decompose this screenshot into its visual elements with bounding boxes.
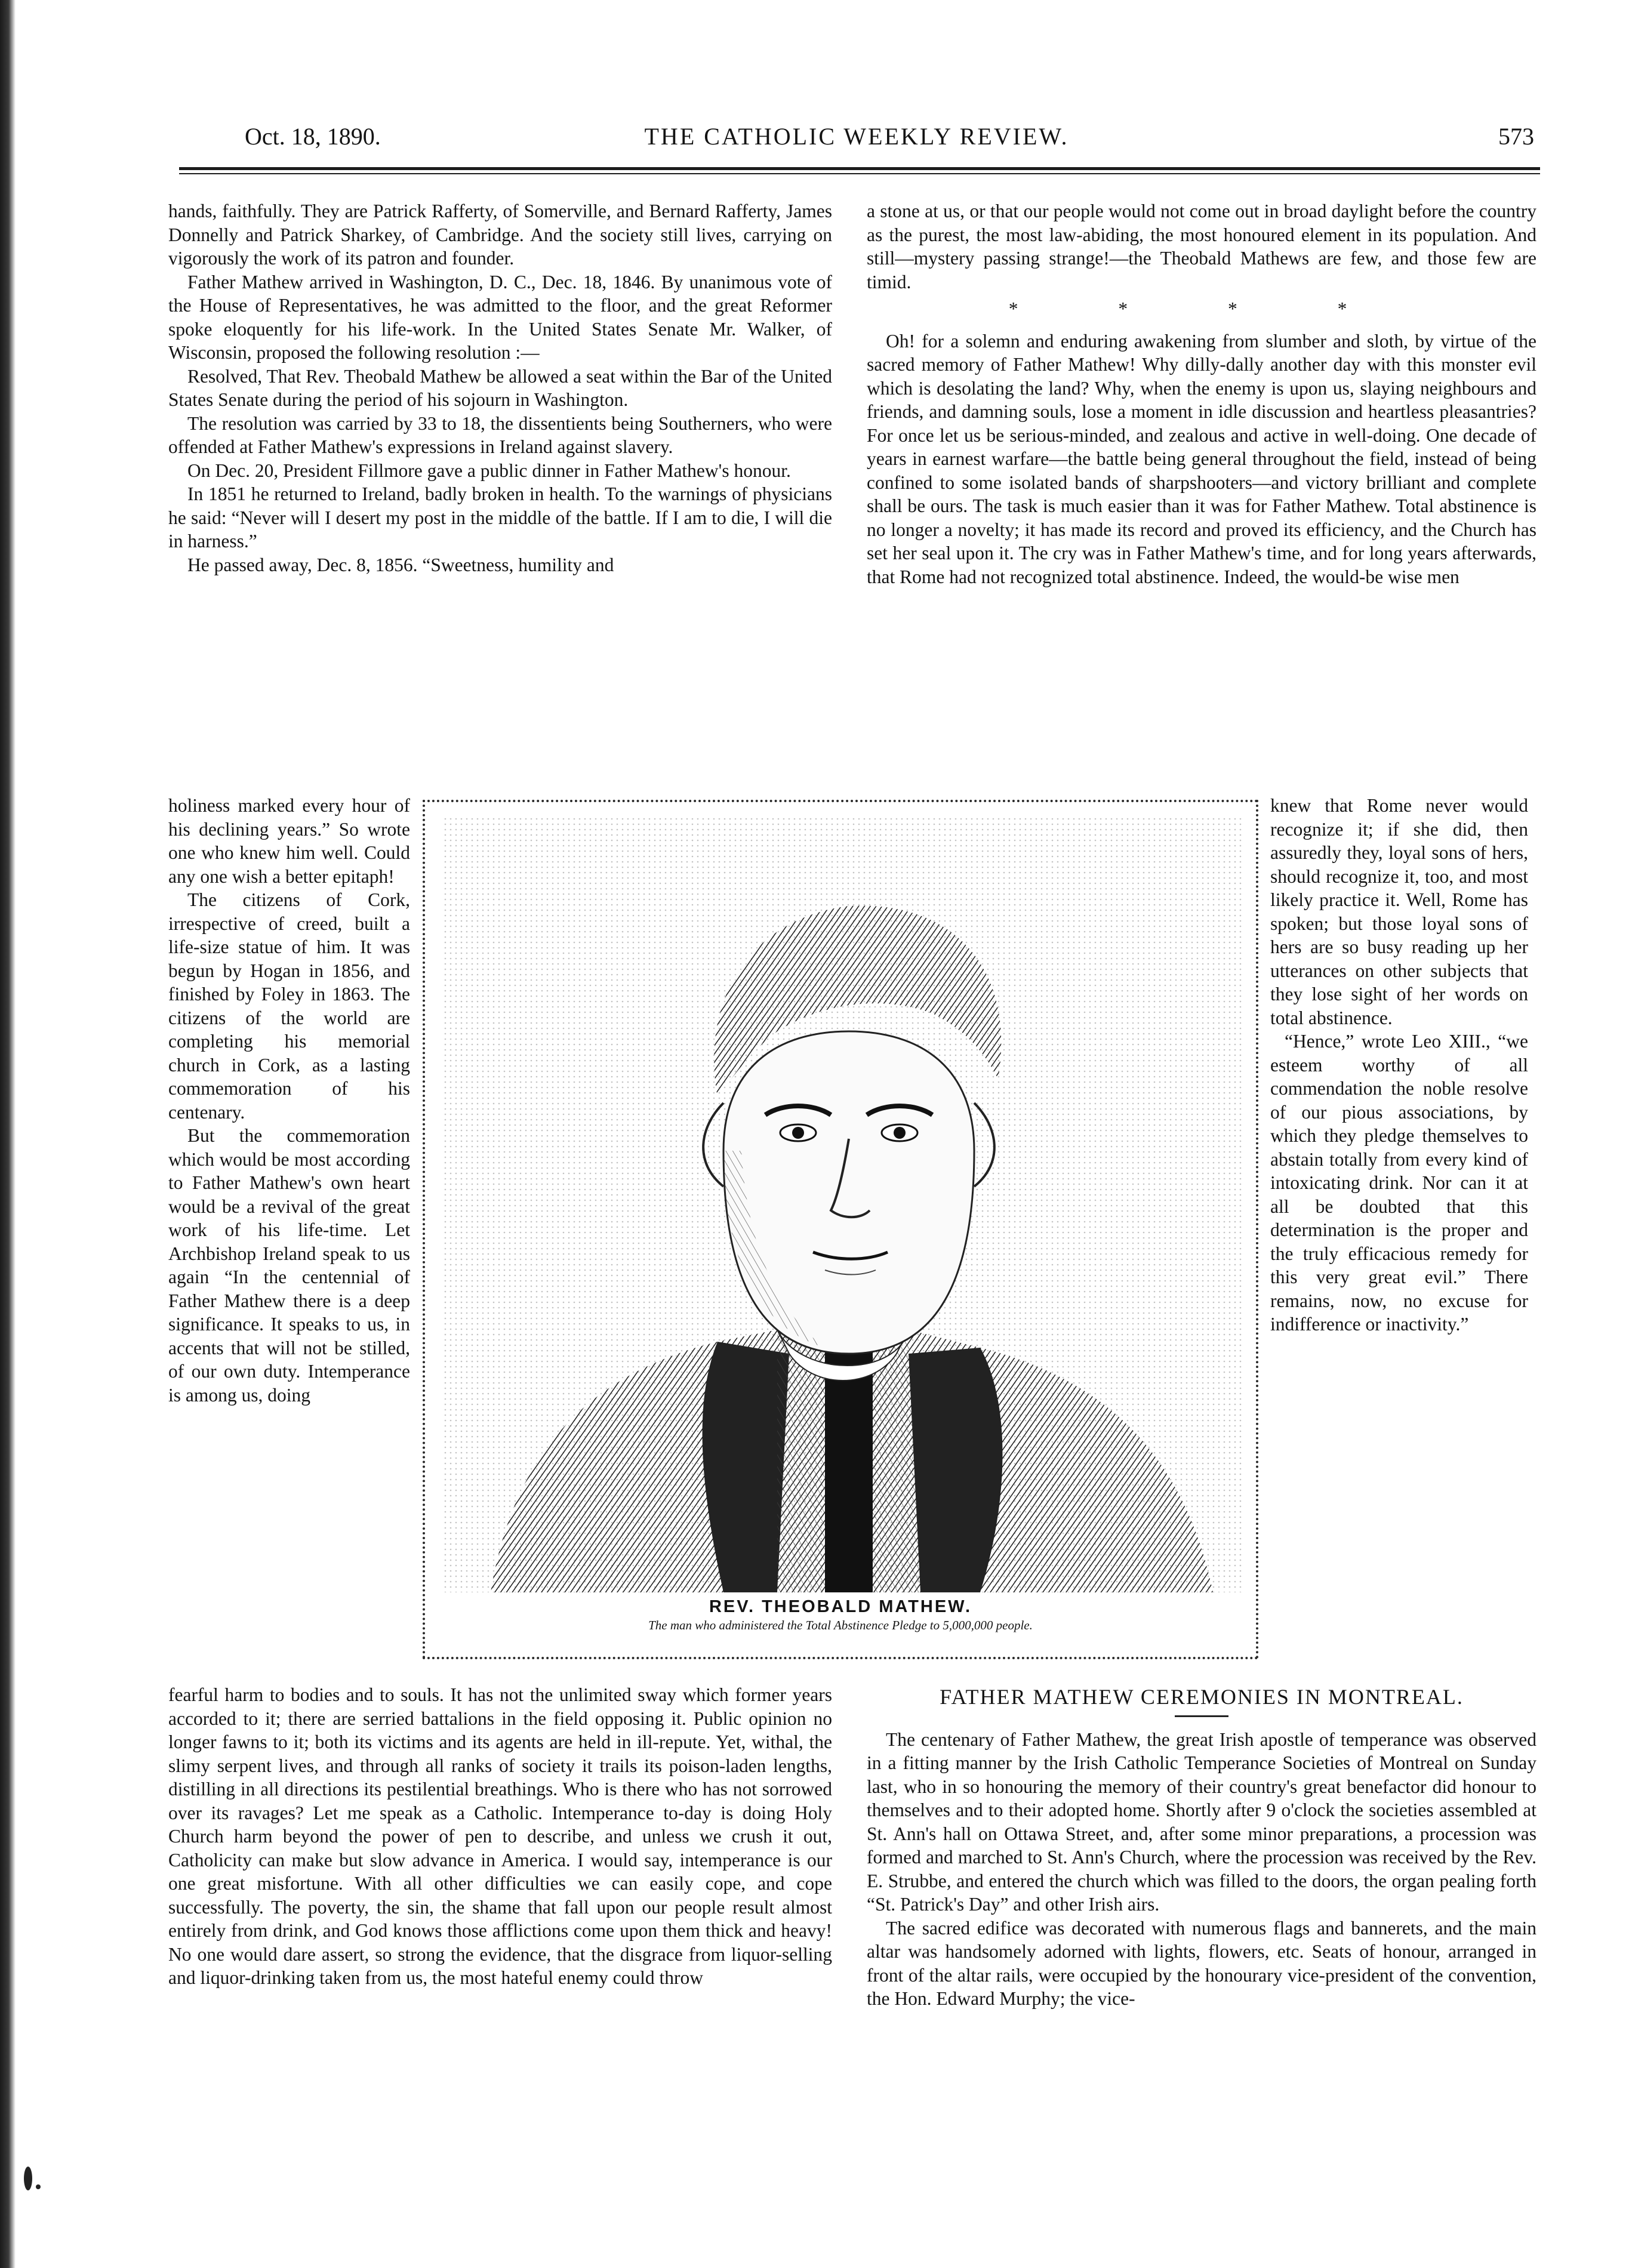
paragraph: fearful harm to bodies and to souls. It has not the unlimited sway which former years accorded to it; there are serried battalions in the field opposing it. Public opinion no longer fawns to it; both its victims and its agents are held in ill-repute. Yet, withal, the slimy serpent lives, and through all ranks of society it trails its poison-laden lengths, distilling in all directions its pestilential breathings. Who is there who has not sorrowed over its ravages? Let me speak as a Catholic. Intemperance to-day is doing Holy Church harm beyond the power of pen to describe, and unless we crush it out, Catholicity can make but slow advance in America. I would say, intemperance is our one great misfortune. With all other difficulties we can easily cope, and cope successfully. The poverty, the sin, the shame that fall upon our people result almost entirely from drink, and God knows those afflictions come upon them thick and heavy! No one would dare assert, so strong the evidence, that the disgrace from liquor-selling and liquor-drinking taken from us, the most hateful enemy could throw <box>168 1684 832 1988</box>
header-rule-thin <box>179 173 1540 174</box>
paragraph: The citizens of Cork, irrespective of creed, built a life-size statue of him. It was begun by Hogan in 1856, and finished by Foley in 1863. The citizens of the world are completing his memorial church in Cork, as a lasting commemoration of his centenary. <box>168 889 410 1123</box>
paragraph: He passed away, Dec. 8, 1856. “Sweetness, humility and <box>187 554 614 575</box>
paragraph: knew that Rome never would recognize it; if she did, then assuredly they, loyal sons of hers, should recognize it, too, and most likely practice it. Well, Rome has spoken; but those loyal sons of hers are so busy reading up her utterances on other subjects that they lose sight of her words on total abstinence. <box>1270 795 1528 1028</box>
page-number: 573 <box>1498 123 1534 150</box>
scan-speck <box>36 2184 41 2189</box>
publication-title: THE CATHOLIC WEEKLY REVIEW. <box>644 123 1069 150</box>
resolution-paragraph: Resolved, That Rev. Theobald Mathew be allowed a seat within the Bar of the United States Senate during the period of his sojourn in Washington. <box>168 365 832 410</box>
issue-date: Oct. 18, 1890. <box>245 123 381 150</box>
paragraph: a stone at us, or that our people would not come out in broad daylight before the country as the purest, the most law-abiding, the most honoured element in its population. And still—mystery passing strange!—the Theobald Mathews are few, and those few are timid. <box>867 201 1536 292</box>
portrait-caption <box>425 1597 1256 1633</box>
left-narrow-column <box>168 794 410 1407</box>
right-narrow-column <box>1270 794 1528 1336</box>
section-heading: FATHER MATHEW CEREMONIES IN MONTREAL. <box>940 1685 1464 1709</box>
header-rule-thick <box>179 167 1540 170</box>
paragraph: But the commemoration which would be most according to Father Mathew's own heart would be a revival of the great work of his life-time. Let Archbishop Ireland speak to us again “In the centennial of Father Mathew there is a deep significance. It speaks to us, in accents that will not be stilled, of our own duty. Intemperance is among us, doing <box>168 1125 410 1406</box>
left-bottom-text <box>168 1683 832 1990</box>
montreal-section <box>867 1683 1536 2011</box>
scan-binding-edge <box>0 0 16 2268</box>
paragraph: The resolution was carried by 33 to 18, the dissentients being Southerners, who were offended at Father Mathew's expressions in Ireland against slavery. <box>168 412 832 457</box>
scan-speck <box>24 2167 32 2190</box>
paragraph: Father Mathew arrived in Washington, D. C., Dec. 18, 1846. By unanimous vote of the House of Representatives, he was admitted to the floor, and the great Reformer spoke eloquently for his life-work. In the United States Senate Mr. Walker, of Wisconsin, proposed the following resolution :— <box>168 271 832 363</box>
paragraph: The sacred edifice was decorated with numerous flags and bannerets, and the main altar was handsomely adorned with lights, flowers, etc. Seats of honour, arranged in front of the altar rails, were occupied by the honourary vice-president of the convention, the Hon. Edward Murphy; the vice- <box>867 1917 1536 2009</box>
section-rule <box>1175 1715 1228 1717</box>
portrait-engraving <box>443 816 1243 1592</box>
caption-subtitle: The man who administered the Total Abstinence Pledge to 5,000,000 people. <box>648 1618 1033 1632</box>
paragraph: In 1851 he returned to Ireland, badly broken in health. To the warnings of physicians he said: “Never will I desert my post in the middle of the battle. If I am to die, I will die in harness.” <box>168 483 832 551</box>
paragraph: On Dec. 20, President Fillmore gave a public dinner in Father Mathew's honour. <box>187 460 791 481</box>
paragraph: “Hence,” wrote Leo XIII., “we esteem worthy of all commendation the noble resolve of our pious associations, by which they pledge themselves to abstain totally from every kind of intoxicating drink. Nor can it at all be doubted that this determination is the proper and the truly efficacious remedy for this very great evil.” There remains, now, no excuse for indifference or inactivity.” <box>1270 1031 1528 1335</box>
paragraph: hands, faithfully. They are Patrick Rafferty, of Somerville, and Bernard Rafferty, James Donnelly and Patrick Sharkey, of Cambridge. And the society still lives, carrying on vigorously the work of its patron and founder. <box>168 201 832 269</box>
page-header <box>179 122 1534 158</box>
paragraph: holiness marked every hour of his declining years.” So wrote one who knew him well. Could any one wish a better epitaph! <box>168 795 410 887</box>
paragraph: The centenary of Father Mathew, the great Irish apostle of temperance was observed in a fitting manner by the Irish Catholic Temperance Societies of Montreal on Sunday last, who in so honouring the memory of their country's great benefactor did honour to themselves and to their adopted home. Shortly after 9 o'clock the societies assembled at St. Ann's hall on Ottawa Street, and, after some minor preparations, a procession was formed and marched to St. Ann's Church, where the procession was received by the Rev. E. Strubbe, and entered the church which was filled to the doors, the organ pealing forth “St. Patrick's Day” and other Irish airs. <box>867 1728 1536 1915</box>
right-column <box>867 199 1536 588</box>
left-column <box>168 199 832 577</box>
caption-name: REV. THEOBALD MATHEW. <box>709 1597 972 1616</box>
portrait-frame <box>423 800 1258 1659</box>
section-break-stars: * * * * <box>1008 298 1395 319</box>
paragraph: Oh! for a solemn and enduring awakening from slumber and sloth, by virtue of the sacred memory of Father Mathew! Why dilly-dally another day with this monster evil which is desolating the land? Why, when the enemy is upon us, slaying neighbours and friends, and damning souls, lose a moment in idle discussion and heartless pleasantries? For once let us be serious-minded, and zealous and active in well-doing. One decade of years in earnest warfare—the battle being general throughout the field, instead of being confined to some isolated bands of sharpshooters—and victory brilliant and complete shall be ours. The task is much easier than it was for Father Mathew. Total abstinence is no longer a novelty; it has made its record and proved its efficiency, and the Church has set her seal upon it. The cry was in Father Mathew's time, and for long years afterwards, that Rome had not recognized total abstinence. Indeed, the would-be wise men <box>867 330 1536 587</box>
